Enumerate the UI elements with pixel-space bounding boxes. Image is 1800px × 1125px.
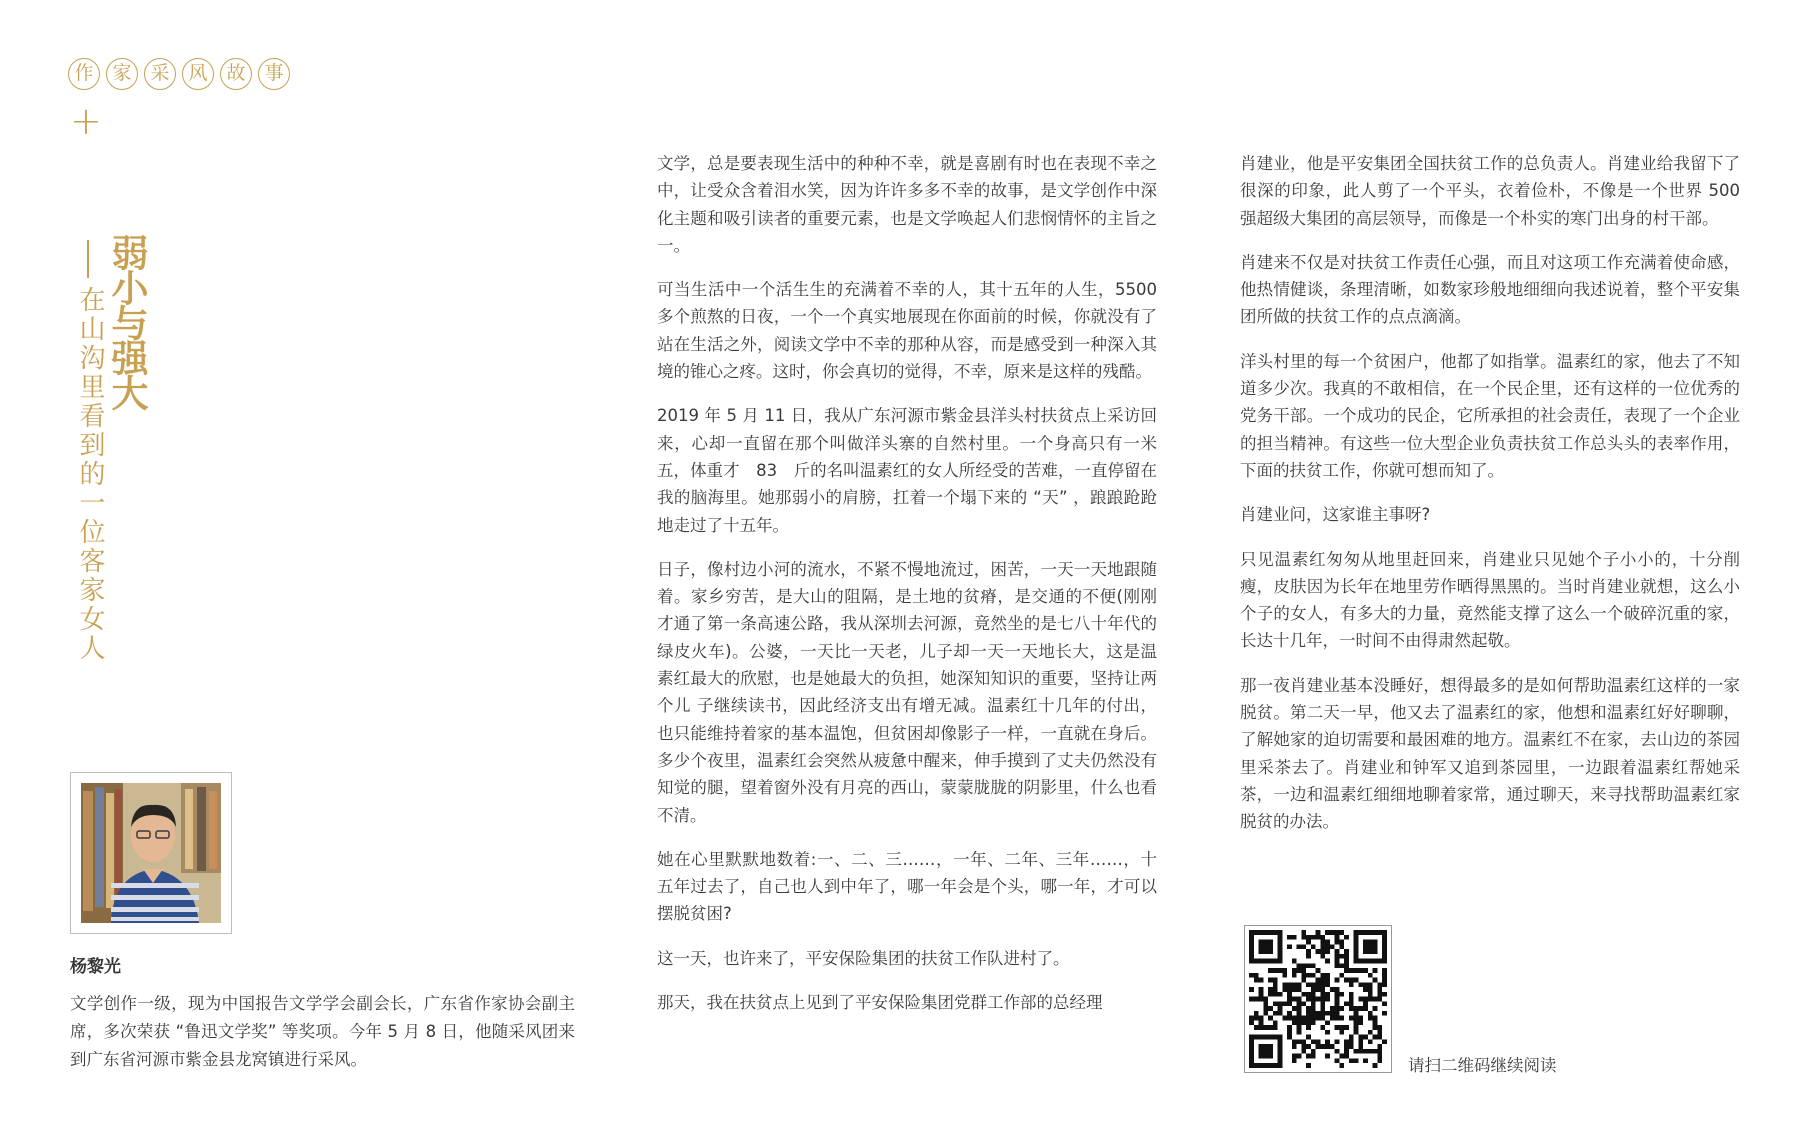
author-bio: 文学创作一级，现为中国报告文学学会副会长，广东省作家协会副主席，多次荣获 “鲁迅文学奖” 等奖项。今年 5 月 8 日，他随采风团来到广东省河源市紫金县龙窝镇进行采风。: [70, 994, 575, 1069]
section-tag-char: 事: [258, 58, 290, 90]
plus-icon: +: [70, 99, 102, 143]
paragraph: 日子，像村边小河的流水，不紧不慢地流过，困苦，一天一天地跟随着。家乡穷苦，是大山的阻隔，是土地的贫瘠，是交通的不便(刚刚才通了第一条高速公路，我从深圳去河源，竟然坐的是七八十年代的绿皮火车)。公婆，一天比一天老，儿子却一天一天地长大，这是温素红最大的欣慰，也是她最大的负担，她深知知识的重要，坚持让两个儿 子继续读书，因此经济支出有增无减。温素红十几年的付出，也只能维持着家的基本温饱，但贫困却像影子一样，一直就在身后。多少个夜里，温素红会突然从疲惫中醒来，伸手摸到了丈夫仍然没有知觉的腿，望着窗外没有月亮的西山，蒙蒙胧胧的阴影里，什么也看不清。: [657, 559, 1157, 825]
article-column-2: [1240, 150, 1740, 853]
article-title: 弱小与强大: [105, 234, 148, 409]
qr-caption: 请扫二维码继续阅读: [1408, 1056, 1557, 1075]
author-name: 杨黎光: [70, 957, 121, 977]
section-tag-char: 风: [182, 58, 214, 90]
qr-code[interactable]: [1244, 925, 1392, 1073]
paragraph: 肖建业问，这家谁主事呀?: [1240, 505, 1431, 525]
paragraph: 只见温素红匆匆从地里赶回来，肖建业只见她个子小小的，十分削瘦，皮肤因为长年在地里劳作晒得黑黑的。当时肖建业就想，这么小个子的女人，有多大的力量，竟然能支撑了这么一个破碎沉重的家，长达十几年，一时间不由得肃然起敬。: [1240, 549, 1740, 651]
article-subtitle-block: [72, 240, 108, 663]
paragraph: 肖建业，他是平安集团全国扶贫工作的总负责人。肖建业给我留下了很深的印象，此人剪了一个平头，衣着俭朴，不像是一个世界 500 强超级大集团的高层领导，而像是一个朴实的寒门出身的村干部。: [1240, 154, 1740, 228]
paragraph: 这一天，也许来了，平安保险集团的扶贫工作队进村了。: [657, 948, 1070, 968]
paragraph: 那天，我在扶贫点上见到了平安保险集团党群工作部的总经理: [657, 993, 1103, 1013]
author-portrait-image: [81, 783, 221, 923]
section-tag-char: 采: [144, 58, 176, 90]
qr-code-icon: [1249, 930, 1387, 1068]
author-photo: [70, 772, 232, 934]
section-tag: [68, 58, 290, 90]
paragraph: 文学，总是要表现生活中的种种不幸，就是喜剧有时也在表现不幸之中，让受众含着泪水笑，因为许许多多不幸的故事，是文学创作中深化主题和吸引读者的重要元素，也是文学唤起人们悲悯情怀的主旨之一。: [657, 154, 1157, 255]
article-subtitle: 在山沟里看到的一位客家女人: [75, 286, 105, 663]
paragraph: 洋头村里的每一个贫困户，他都了如指掌。温素红的家，他去了不知道多少次。我真的不敢相信，在一个民企里，还有这样的一位优秀的党务干部。一个成功的民企，它所承担的社会责任，表现了一个企业的担当精神。有这些一位大型企业负责扶贫工作总头头的表率作用，下面的扶贫工作，你就可想而知了。: [1240, 351, 1740, 480]
paragraph: 那一夜肖建业基本没睡好，想得最多的是如何帮助温素红这样的一家脱贫。第二天一早，他又去了温素红的家，他想和温素红好好聊聊，了解她家的迫切需要和最困难的地方。温素红不在家，去山边的茶园里采茶去了。肖建业和钟军又追到茶园里，一边跟着温素红帮她采茶，一边和温素红细细地聊着家常，通过聊天，来寻找帮助温素红家脱贫的办法。: [1240, 675, 1740, 832]
section-tag-char: 故: [220, 58, 252, 90]
paragraph: 她在心里默默地数着:一、二、三……，一年、二年、三年……，十五年过去了，自己也人到中年了，哪一年会是个头，哪一年，才可以摆脱贫困?: [657, 849, 1157, 924]
section-tag-char: 作: [68, 58, 100, 90]
paragraph: 2019 年 5 月 11 日，我从广东河源市紫金县洋头村扶贫点上采访回来，心却一直留在那个叫做洋头寨的自然村里。一个身高只有一米五，体重才 83 斤的名叫温素红的女人所经受的苦难，一直停留在我的脑海里。她那弱小的肩膀，扛着一个塌下来的 “天” ，踉踉跄跄地走过了十五年。: [657, 406, 1157, 535]
article-column-1: [657, 150, 1174, 1033]
subtitle-dash: [87, 240, 89, 278]
section-tag-char: 家: [106, 58, 138, 90]
paragraph: 可当生活中一个活生生的充满着不幸的人，其十五年的人生，5500 多个煎熬的日夜，一个一个真实地展现在你面前的时候，你就没有了站在生活之外，阅读文学中不幸的那种从容，而是感受到一种深入其境的锥心之疼。这时，你会真切的觉得，不幸，原来是这样的残酷。: [657, 280, 1174, 382]
paragraph: 肖建来不仅是对扶贫工作责任心强，而且对这项工作充满着使命感，他热情健谈，条理清晰，如数家珍般地细细向我述说着，整个平安集团所做的扶贫工作的点点滴滴。: [1240, 252, 1740, 327]
